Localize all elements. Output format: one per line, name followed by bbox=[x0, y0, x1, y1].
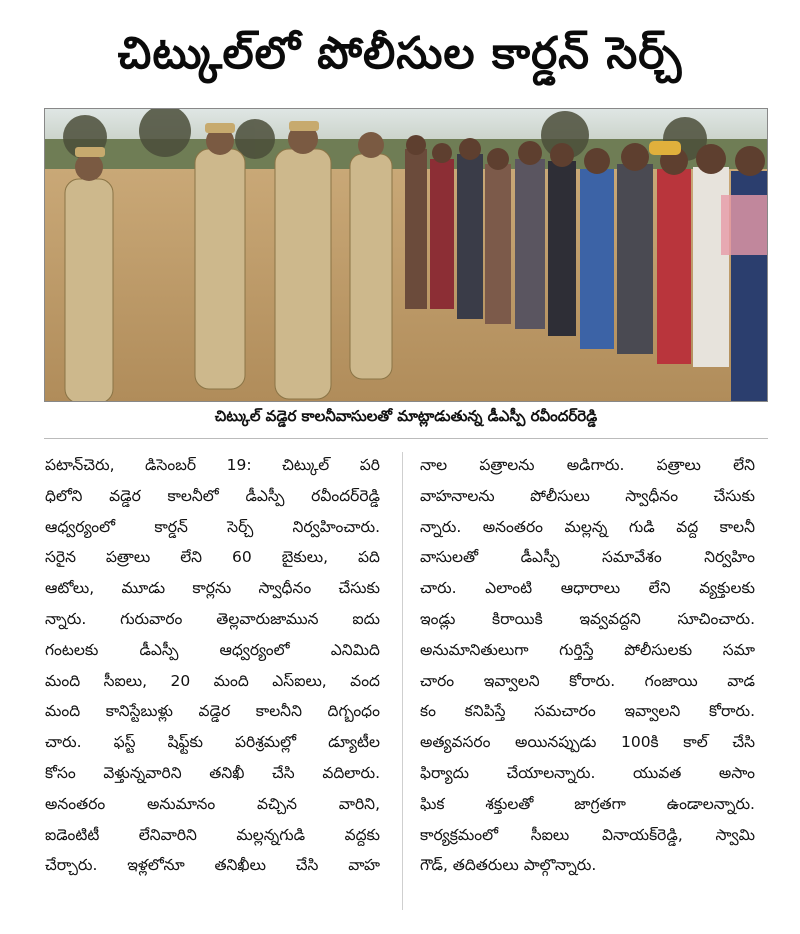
article-line: అనంతరం అనుమానం వచ్చిన వారిని, bbox=[45, 794, 380, 813]
news-photo bbox=[44, 108, 768, 402]
article-line: న్నారు. గురువారం తెల్లవారుజామున ఐదు bbox=[45, 609, 380, 628]
news-photo-icon bbox=[45, 109, 768, 402]
article-line: చారు. ఎలాంటి ఆధారాలు లేని వ్యక్తులకు bbox=[420, 579, 755, 598]
article-line: కార్యక్రమంలో సీఐలు వినాయక్‌రెడ్డి, స్వామి bbox=[420, 825, 755, 844]
headline: చిట్కుల్‌లో పోలీసుల కార్డన్ సెర్చ్ bbox=[117, 28, 683, 79]
article-line: గౌడ్, తదితరులు పాల్గొన్నారు. bbox=[420, 856, 597, 875]
article-line: ఫిర్యాదు చేయాలన్నారు. యువత అసాం bbox=[420, 763, 755, 782]
article-line: పటాన్‌చెరు, డిసెంబర్ 19: చిట్కుల్ పరి bbox=[45, 456, 380, 474]
article-line: అనుమానితులుగా గుర్తిస్తే పోలీసులకు సమా bbox=[420, 640, 755, 659]
article-line: కోసం వెళ్తున్నవారిని తనిఖీ చేసి వదిలారు. bbox=[45, 763, 380, 782]
article-line: కం కనిపిస్తే సమచారం ఇవ్వాలని కోరారు. bbox=[420, 702, 755, 721]
article-line: వాసులతో డీఎస్పీ సమావేశం నిర్వహిం bbox=[420, 548, 755, 567]
article-line: ఆటోలు, మూడు కార్లను స్వాధీనం చేసుకు bbox=[45, 579, 380, 598]
article-line: వాహనాలను పోలీసులు స్వాధీనం చేసుకు bbox=[420, 486, 755, 505]
article-line: చారు. ఫస్ట్ షిఫ్ట్‌కు పరిశ్రమల్లో డ్యూటీల bbox=[45, 733, 380, 752]
article-line: మంది కానిస్టేబుళ్లు వడ్డెర కాలనీని దిగ్బంధం bbox=[45, 702, 380, 721]
article-line: సరైన పత్రాలు లేని 60 బైకులు, పది bbox=[45, 548, 380, 567]
photo-caption: చిట్కుల్ వడ్డెర కాలనీవాసులతో మాట్లాడుతున్న డీఎస్పీ రవీందర్‌రెడ్డి bbox=[214, 407, 598, 425]
article-line: న్నారు. అనంతరం మల్లన్న గుడి వద్ద కాలనీ bbox=[420, 517, 755, 536]
article-line: నాల పత్రాలను అడిగారు. పత్రాలు లేని bbox=[420, 456, 755, 474]
article-line: ఆధ్వర్యంలో కార్డన్ సెర్చ్ నిర్వహించారు. bbox=[45, 517, 380, 536]
article-line: ధిలోని వడ్డెర కాలనీలో డీఎస్పీ రవీందర్‌రెడ్డి bbox=[45, 486, 380, 505]
article-column-left bbox=[45, 450, 380, 881]
article-line: గంటలకు డీఎస్పీ ఆధ్వర్యంలో ఎనిమిది bbox=[45, 640, 380, 659]
article-line: ఘిక శక్తులతో జాగ్రతగా ఉండాలన్నారు. bbox=[420, 794, 755, 813]
article-line: అత్యవసరం అయినప్పుడు 100కి కాల్ చేసి bbox=[420, 733, 755, 752]
article-line: ఐడెంటిటీ లేనివారిని మల్లన్నగుడి వద్దకు bbox=[45, 825, 380, 844]
article-column-right bbox=[420, 450, 755, 881]
article-line: ఇండ్లు కిరాయికి ఇవ్వవద్దని సూచించారు. bbox=[420, 609, 755, 628]
caption-rule bbox=[44, 438, 768, 439]
article-line: చేర్చారు. ఇళ్లలోనూ తనిఖీలు చేసి వాహ bbox=[45, 856, 380, 875]
article-line: చారం ఇవ్వాలని కోరారు. గంజాయి వాడ bbox=[420, 671, 755, 690]
column-divider bbox=[402, 452, 403, 910]
article-line: మంది సీఐలు, 20 మంది ఎస్ఐలు, వంద bbox=[45, 671, 380, 690]
